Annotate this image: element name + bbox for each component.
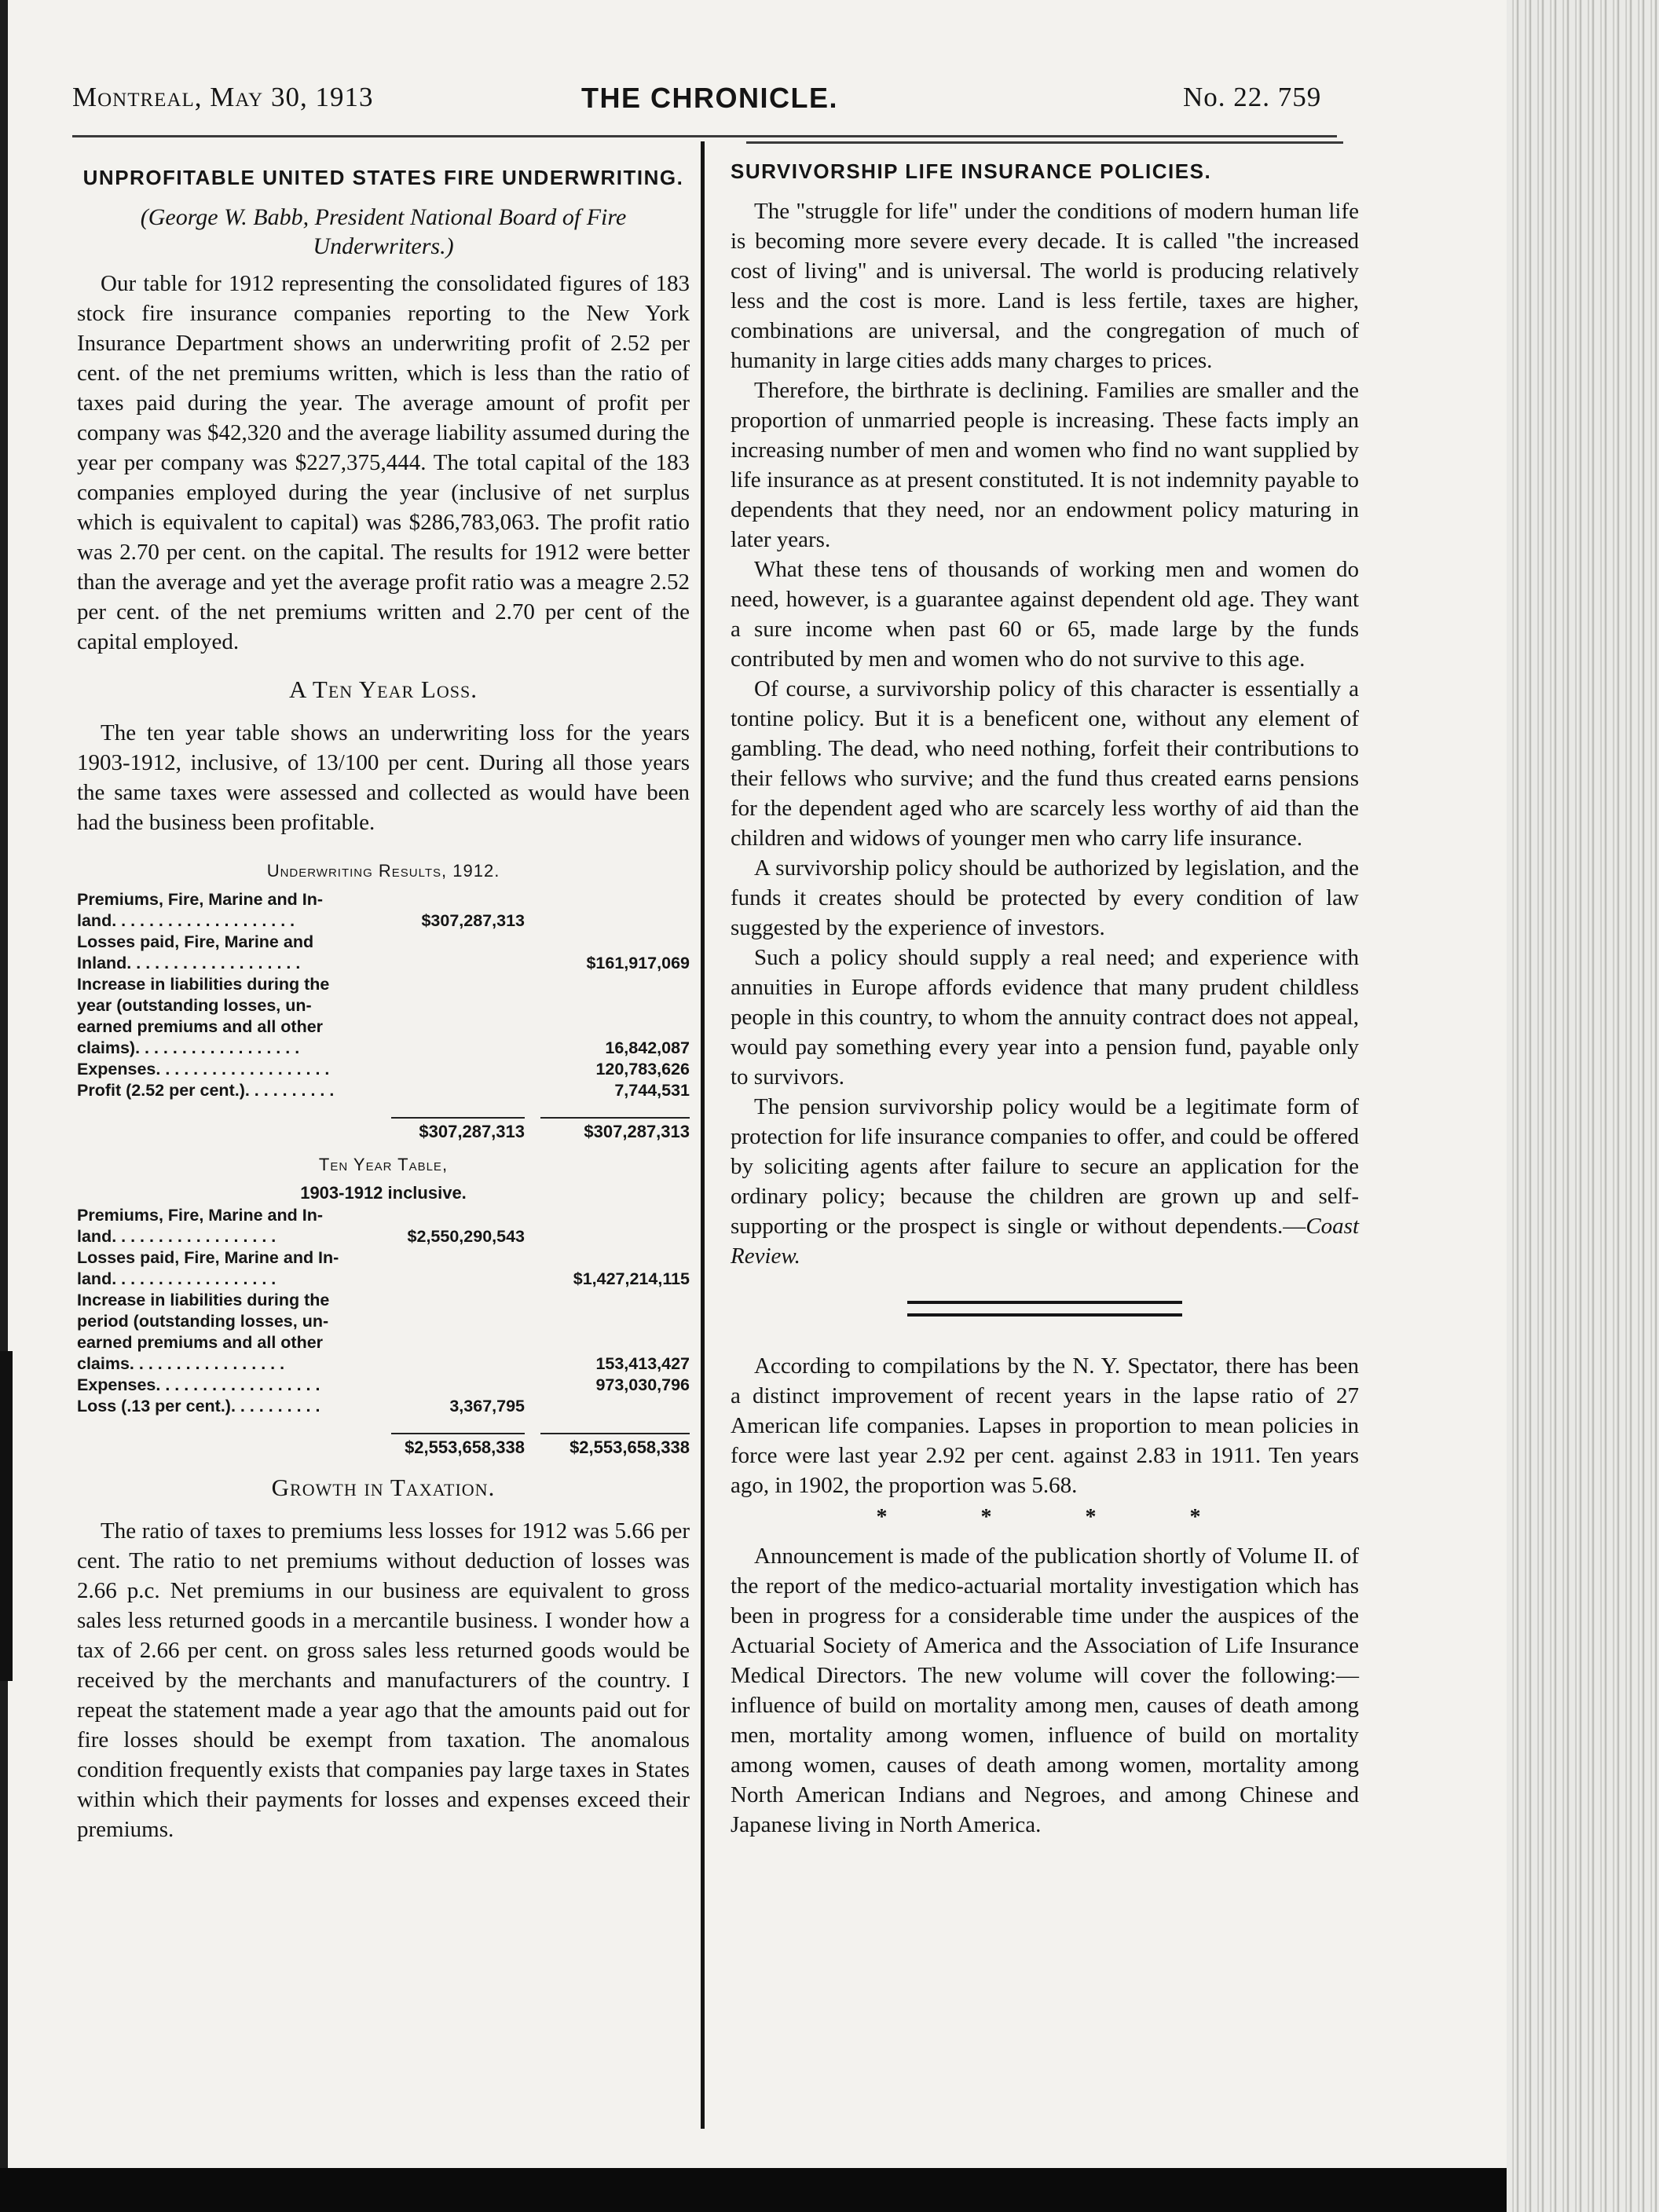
table-totals — [77, 1106, 690, 1141]
subheading-growth-in-taxation: Growth in Taxation. — [271, 1474, 496, 1501]
column-divider — [701, 141, 705, 2129]
paragraph: Therefore, the birthrate is declining. Families are smaller and the proportion of unmarried people is increasing. These facts imply an increasing number of men and women who find no want supplied by life insurance as at present constituted. It is not indemnity payable to dependents that they need, nor an endowment policy maturing in later years. — [731, 378, 1359, 552]
table-row — [77, 1080, 690, 1101]
paragraph: Such a policy should supply a real need; and experience with annuities in Europe affords evidence that many prudent childless people in this country, to whom the annuity contract does not appeal, would pay something every year into a pension fund, payable only to survivors. — [731, 945, 1359, 1090]
table-row — [77, 1059, 690, 1080]
binding-shadow-dark — [0, 1351, 13, 1681]
header-rule — [72, 135, 1337, 137]
table-row — [77, 974, 690, 1059]
row-label: Increase in liabilities during the year (outstanding losses, un- earned premiums and all other claims). . . . . . . . . . . . . . . . . . — [77, 975, 330, 1057]
row-value: 153,413,427 — [595, 1354, 690, 1373]
table-row — [77, 1375, 690, 1396]
row-label: Loss (.13 per cent.). . . . . . . . . . — [77, 1397, 320, 1415]
table-row — [77, 1396, 690, 1417]
header-rule-right — [746, 141, 1343, 144]
paragraph: Announcement is made of the publication shortly of Volume II. of the report of the medico-actuarial mortality investigation which has been in progress for a considerable time under the auspices of the Actuarial Society of America and the Association of Life Insurance Medical Directors. The new volume will cover the following:—influence of build on mortality among men, causes of death among men, mortality among women, influence of build on mortality among women, causes of death among women, mortality among North American Indians and Negroes, and among Chinese and Japanese living in North America. — [731, 1544, 1359, 1837]
table-subtitle-ten-year: 1903-1912 inclusive. — [300, 1183, 467, 1203]
paragraph: The ratio of taxes to premiums less losses for 1912 was 5.66 per cent. The ratio to net premiums without deduction of losses was 2.66 p.c. Net premiums in our business are equivalent to gross sales less returned goods in a mercantile business. I wonder how a tax of 2.66 per cent. on gross sales less returned goods would be received by the merchants and manufacturers of the country. I repeat the statement made a year ago that the amounts paid out for fire losses should be exempt from taxation. The anomalous condition frequently exists that companies pay large taxes in States within which their payments for losses and expenses exceed their premiums. — [77, 1518, 690, 1842]
page-edges — [1507, 0, 1659, 2212]
bottom-shadow — [0, 2168, 1507, 2212]
total-value: $2,553,658,338 — [391, 1433, 525, 1458]
row-label: Premiums, Fire, Marine and In- land. . . . . . . . . . . . . . . . . . — [77, 1206, 324, 1246]
row-label: Increase in liabilities during the period (outstanding losses, un- earned premiums and all other claims. . . . . . . . . . . . . . . . . — [77, 1291, 330, 1373]
binding-shadow — [0, 0, 8, 2168]
paragraph — [731, 1092, 1359, 1271]
subheading-ten-year-loss: A Ten Year Loss. — [289, 676, 478, 703]
paragraph: What these tens of thousands of working men and women do need, however, is a guarantee against dependent old age. They want a sure income when past 60 or 65, made large by the funds contributed by men and women who do not survive to this age. — [731, 557, 1359, 672]
article-title-fire-underwriting: UNPROFITABLE UNITED STATES FIRE UNDERWRITING. — [82, 166, 684, 189]
table-title-underwriting-results: Underwriting Results, 1912. — [266, 861, 500, 881]
row-label: Expenses. . . . . . . . . . . . . . . . . . — [77, 1375, 320, 1394]
paragraph: According to compilations by the N. Y. Spectator, there has been a distinct improvement of recent years in the lapse ratio of 27 American life companies. Lapses in proportion to mean policies in force were last year 2.92 per cent. against 2.83 in 1911. Ten years ago, in 1902, the proportion was 5.68. — [731, 1353, 1359, 1498]
right-column — [731, 157, 1359, 1840]
table-row — [77, 932, 690, 974]
table-row — [77, 1205, 690, 1247]
total-value: $2,553,658,338 — [540, 1433, 690, 1458]
total-value: $307,287,313 — [391, 1117, 525, 1142]
header-issue-page: No. 22. 759 — [1183, 82, 1322, 112]
paragraph-text: The pension survivorship policy would be a legitimate form of protection for life insurance companies to offer, and could be offered by soliciting agents after failure to secure an application for the ordinary policy; because the children are grown up and self-supporting or the prospect is single or without dependents.— — [731, 1094, 1359, 1239]
section-ornament-rule — [907, 1301, 1182, 1317]
table-row — [77, 1247, 690, 1290]
total-value: $307,287,313 — [540, 1117, 690, 1142]
header-dateline: Montreal, May 30, 1913 — [72, 82, 374, 112]
paragraph: A survivorship policy should be authorized by legislation, and the funds it creates should be protected by every condition of law suggested by the experience of investors. — [731, 855, 1359, 940]
row-value: 3,367,795 — [449, 1397, 525, 1415]
table-title-ten-year: Ten Year Table, — [318, 1155, 449, 1174]
row-label: Profit (2.52 per cent.). . . . . . . . . . — [77, 1081, 335, 1100]
left-column — [77, 157, 690, 1844]
table-row — [77, 1290, 690, 1375]
paragraph: The "struggle for life" under the conditions of modern human life is becoming more severe every decade. It is called "the increased cost of living" and is universal. The world is producing relatively less and the cost is more. Land is less fertile, taxes are higher, combinations are universal, and the congregation of much of humanity in large cities adds many charges to prices. — [731, 199, 1359, 373]
row-value: 973,030,796 — [595, 1375, 690, 1394]
source-attribution: Coast Review. — [731, 1214, 1359, 1269]
row-label: Losses paid, Fire, Marine and In- land. . . . . . . . . . . . . . . . . . — [77, 1248, 339, 1288]
table-row — [77, 889, 690, 932]
row-value: 7,744,531 — [614, 1081, 690, 1100]
paragraph: Our table for 1912 representing the consolidated figures of 183 stock fire insurance companies reporting to the New York Insurance Department shows an underwriting profit of 2.52 per cent. of the net premiums written, which is less than the ratio of taxes paid during the year. The average amount of profit per company was $42,320 and the average liability assumed during the year per company was $227,375,444. The total capital of the 183 companies employed during the year (inclusive of net surplus which is equivalent to capital) was $286,783,063. The profit ratio was 2.70 per cent. on the capital. The results for 1912 were better than the average and yet the average profit ratio was a meagre 2.52 per cent. of the net premiums written and 2.70 per cent of the capital employed. — [77, 271, 690, 654]
section-separator-stars: * * * * — [876, 1505, 1245, 1529]
row-label: Premiums, Fire, Marine and In- land. . . . . . . . . . . . . . . . . . . . — [77, 890, 324, 930]
article-byline: (George W. Babb, President National Board of Fire Underwriters.) — [140, 204, 627, 259]
row-value: $2,550,290,543 — [407, 1227, 525, 1246]
row-label: Expenses. . . . . . . . . . . . . . . . . . . — [77, 1060, 330, 1079]
row-value: 16,842,087 — [605, 1038, 690, 1057]
row-value: 120,783,626 — [595, 1060, 690, 1079]
paragraph: Of course, a survivorship policy of this character is essentially a tontine policy. But it is a beneficent one, without any element of gambling. The dead, who need nothing, forfeit their contributions to their fellows who survive; and the fund thus created earns pensions for the dependent aged who are scarcely less worthy of aid than the children and widows of younger men who carry life insurance. — [731, 676, 1359, 851]
article-title-survivorship: SURVIVORSHIP LIFE INSURANCE POLICIES. — [731, 159, 1212, 183]
row-value: $307,287,313 — [421, 911, 525, 930]
row-label: Losses paid, Fire, Marine and Inland. . . . . . . . . . . . . . . . . . . — [77, 932, 314, 972]
table-totals — [77, 1422, 690, 1456]
row-value: $1,427,214,115 — [573, 1269, 690, 1288]
table-ten-year — [77, 1205, 690, 1456]
header-masthead: THE CHRONICLE. — [581, 82, 838, 114]
paragraph: The ten year table shows an underwriting loss for the years 1903-1912, inclusive, of 13/100 per cent. During all those years the same taxes were assessed and collected as would have been had the business been profitable. — [77, 720, 690, 835]
table-underwriting-results — [77, 889, 690, 1141]
row-value: $161,917,069 — [586, 954, 690, 972]
